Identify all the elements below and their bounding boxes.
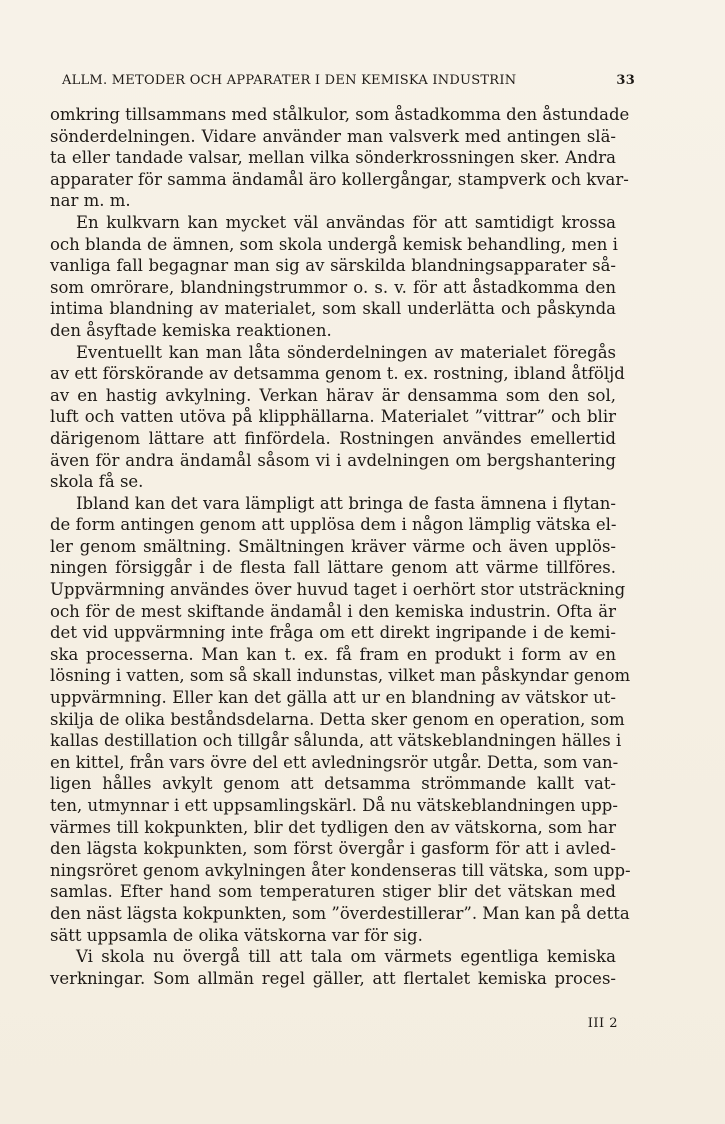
text-line: som omrörare, blandningstrummor o. s. v. för att åstadkomma den [50, 277, 616, 297]
text-line: omkring tillsammans med stålkulor, som åstadkomma den åstundade [50, 105, 630, 124]
text-line: ningsröret genom avkylningen åter kondenseras till vätska, som upp- [50, 860, 631, 880]
text-line: av ett förskörande av detsamma genom t. ex. rostning, ibland åtföljd [50, 364, 625, 384]
text-line: skola få se. [50, 472, 144, 492]
text-line: Eventuellt kan man låta sönderdelningen av materialet föregås [76, 342, 616, 362]
text-line: nar m. m. [50, 191, 131, 211]
text-line: ta eller tandade valsar, mellan vilka sönderkrossningen sker. Andra [50, 148, 616, 168]
text-line: det vid uppvärmning inte fråga om ett direkt ingripande i de kemi- [50, 623, 616, 643]
page-number: 33 [616, 73, 635, 88]
text-line: en kittel, från vars övre del ett avledningsrör utgår. Detta, som van- [50, 752, 619, 772]
text-line: Uppvärmning användes över huvud taget i oerhört stor utsträckning [50, 580, 626, 600]
text-line: den näst lägsta kokpunkten, som ”överdestillerar”. Man kan på detta [50, 903, 630, 923]
text-line: ler genom smältning. Smältningen kräver värme och även upplös- [50, 536, 616, 556]
text-line: apparater för samma ändamål äro kollergångar, stampverk och kvar- [50, 169, 629, 189]
text-line: därigenom lättare att finfördela. Rostningen användes emellertid [50, 428, 616, 448]
text-line: de form antingen genom att upplösa dem i någon lämplig vätska el- [50, 515, 617, 535]
text-line: och för de mest skiftande ändamål i den kemiska industrin. Ofta är [50, 601, 616, 621]
text-line: En kulkvarn kan mycket väl användas för att samtidigt krossa [76, 212, 616, 232]
text-line: sönderdelningen. Vidare använder man valsverk med antingen slä- [50, 126, 616, 146]
text-line: värmes till kokpunkten, blir det tydligen den av vätskorna, som har [50, 817, 616, 837]
text-line: även för andra ändamål såsom vi i avdelningen om bergshantering [50, 450, 616, 470]
text-line: av en hastig avkylning. Verkan härav är densamma som den sol, [50, 385, 616, 405]
text-line: intima blandning av materialet, som skall underlätta och påskynda [50, 299, 616, 319]
text-line: ten, utmynnar i ett uppsamlingskärl. Då nu vätskeblandningen upp- [50, 796, 618, 815]
text-line: och blanda de ämnen, som skola undergå kemisk behandling, men i [50, 234, 618, 254]
text-line: ligen hålles avkylt genom att detsamma strömmande kallt vat- [50, 774, 616, 794]
text-line: vanliga fall begagnar man sig av särskilda blandningsapparater så- [50, 256, 616, 276]
text-line: verkningar. Som allmän regel gäller, att flertalet kemiska proces- [50, 968, 616, 988]
text-line: den lägsta kokpunkten, som först övergår i gasform för att i avled- [50, 839, 616, 859]
text-line: samlas. Efter hand som temperaturen stiger blir det vätskan med [50, 882, 616, 902]
text-line: den åsyftade kemiska reaktionen. [50, 320, 332, 340]
text-line: ningen försiggår i de flesta fall lättare genom att värme tillföres. [50, 558, 616, 578]
text-line: ska processerna. Man kan t. ex. få fram en produkt i form av en [50, 644, 616, 664]
body-text [50, 104, 631, 989]
text-line: uppvärmning. Eller kan det gälla att ur en blandning av vätskor ut- [50, 688, 616, 708]
signature-mark: III 2 [587, 1016, 618, 1031]
running-title: ALLM. METODER OCH APPARATER I DEN KEMISKA INDUSTRIN [62, 73, 517, 88]
text-line: skilja de olika beståndsdelarna. Detta sker genom en operation, som [50, 709, 625, 729]
text-line: Ibland kan det vara lämpligt att bringa de fasta ämnena i flytan- [76, 493, 616, 513]
running-header [62, 73, 635, 93]
text-line: lösning i vatten, som så skall indunstas, vilket man påskyndar genom [50, 666, 631, 686]
text-line: luft och vatten utöva på klipphällarna. Materialet ”vittrar” och blir [50, 407, 616, 427]
text-line: Vi skola nu övergå till att tala om värmets egentliga kemiska [76, 947, 616, 967]
text-line: sätt uppsamla de olika vätskorna var för sig. [50, 925, 423, 945]
text-line: kallas destillation och tillgår sålunda, att vätskeblandningen hälles i [50, 731, 622, 751]
